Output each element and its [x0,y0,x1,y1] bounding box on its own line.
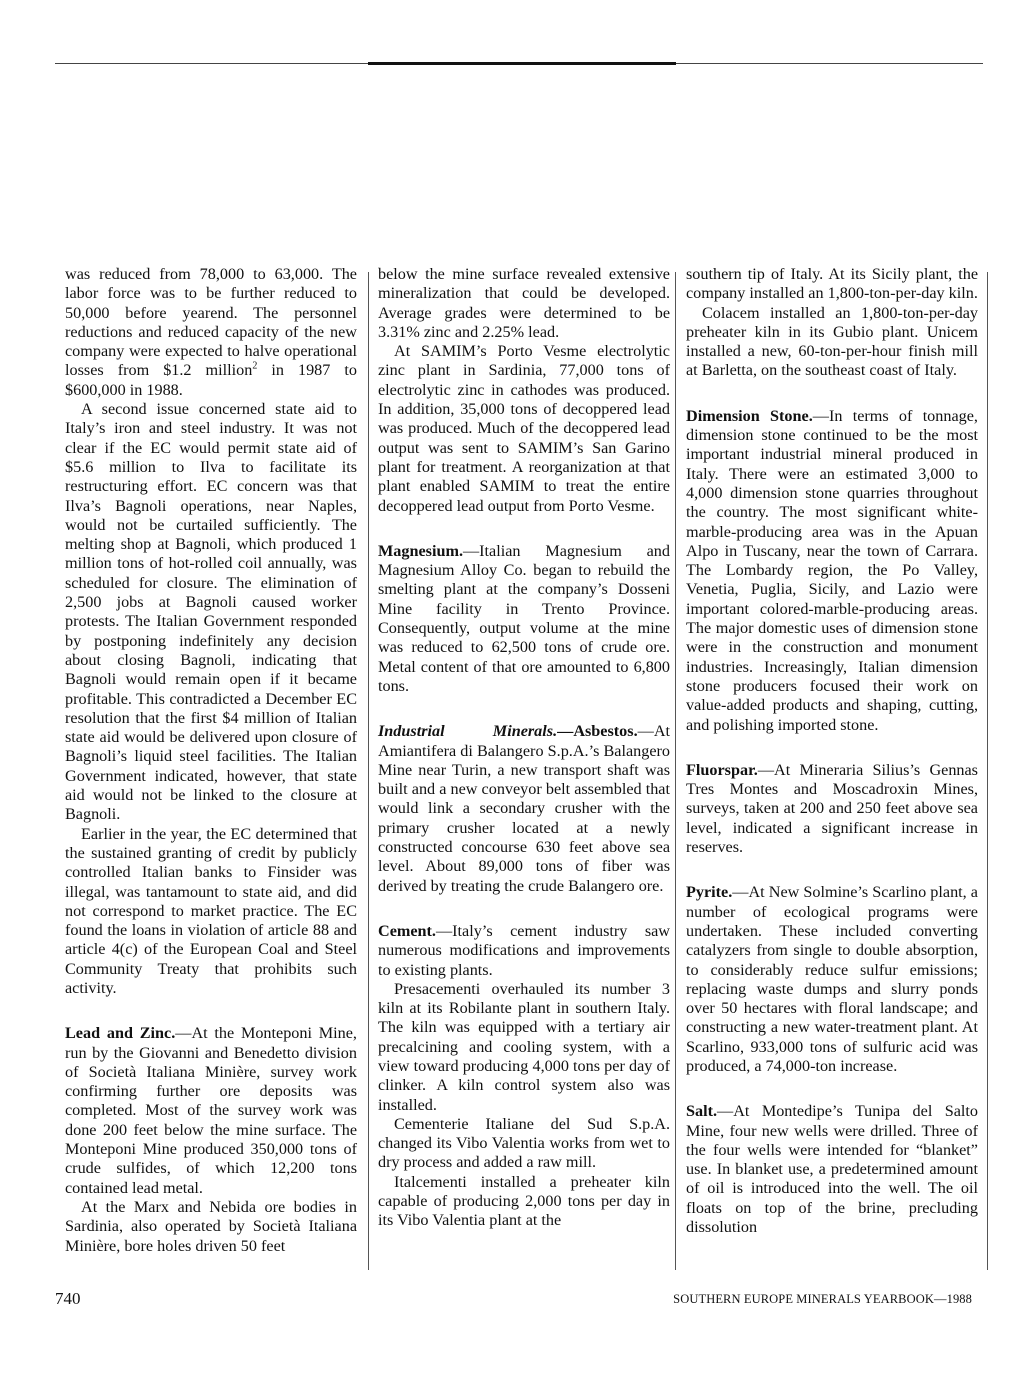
paragraph: Colacem installed an 1,800-ton-per-day preheater kiln in its Gubio plant. Unicem installed a new, 60-ton-per-hour finish mill at Barletta, on the southeast coast of Italy. [686,303,978,380]
column-divider [368,272,369,1270]
footnote-ref: 2 [252,361,258,373]
page-number: 740 [55,1289,81,1308]
column-divider [675,272,676,1270]
paragraph: below the mine surface revealed extensive mineralization that could be developed. Average grades were determined to be 3.31% zinc and 2.25% lead. [378,265,670,341]
top-rule-accent [368,62,676,65]
paragraph: Earlier in the year, the EC determined that the sustained granting of credit by publicly controlled Italian banks to Finsider was illegal, was tantamount to state aid, and did not correspond to market practice. The EC found the loans in violation of article 88 and article 4(c) of the European Coal and Steel Community Treaty that prohibits such activity. [65,824,357,997]
column-1 [65,265,357,1256]
paragraph: Cementerie Italiane del Sud S.p.A. changed its Vibo Valentia works from wet to dry process and added a raw mill. [378,1114,670,1172]
section-heading: Salt. [686,1102,718,1121]
paragraph: was reduced from 78,000 to 63,000. The labor force was to be further reduced to 50,000 before yearend. The personnel reductions and reduced capacity of the new company were expected to halve operational losses from $1.2 million$^2$ in 1987 to $600,000 in 1988. [65,265,357,399]
column-3 [686,265,978,1237]
section-heading: Lead and Zinc. [65,1024,176,1043]
section-cement: Cement.—Italy’s cement industry saw numerous modifications and improvements to existing plants. [378,921,670,979]
paragraph: At SAMIM’s Porto Vesme electrolytic zinc plant in Sardinia, 77,000 tons of electrolytic zinc in cathodes was produced. In addition, 35,000 tons of decoppered lead was produced. Much of the decoppered lead output was sent to SAMIM’s San Garino plant for treatment. A reorganization at that plant enabled SAMIM to treat the entire decoppered lead output from Porto Vesme. [378,342,670,515]
section-dimension-stone: Dimension Stone.—In terms of tonnage, dimension stone continued to be the most important industrial mineral produced in Italy. There were an estimated 3,000 to 4,000 dimension stone quarries throughout the country. The most significant white-marble-producing area was in the Apuan Alpo in Tuscany, near the town of Carrara. The Lombardy region, the Po Valley, Venetia, Puglia, Sicily, and Lazio were important colored-marble-producing areas. The major domestic uses of dimension stone were in the construction and monument industries. Increasingly, Italian dimension stone producers focused their work on value-added products and shaping, cutting, and polishing imported stone. [686,406,978,734]
section-heading: Pyrite. [686,883,733,902]
paragraph: Italcementi installed a preheater kiln capable of producing 2,000 tons per day in its Vibo Valentia plant at the [378,1172,670,1230]
running-footer: SOUTHERN EUROPE MINERALS YEARBOOK—1988 [673,1292,972,1306]
section-fluorspar: Fluorspar.—At Mineraria Silius’s Gennas Tres Montes and Moscadroxin Mines, surveys, taken at 200 and 250 feet above sea level, indicated a significant increase in reserves. [686,760,978,857]
section-heading: Dimension Stone. [686,406,813,425]
section-salt: Salt.—At Montedipe’s Tunipa del Salto Mine, four new wells were drilled. Three of the four wells were intended for “blanket” use. In blanket use, a predetermined amount of oil is introduced into the well. The oil floats on top of the brine, precluding dissolution [686,1102,978,1237]
column-2 [378,265,670,1231]
section-heading: Cement. [378,921,436,940]
section-magnesium: Magnesium.—Italian Magnesium and Magnesium Alloy Co. began to rebuild the smelting plant at the company’s Dosseni Mine facility in Trento Province. Consequently, output volume at the mine was reduced to 62,500 tons of crude ore. Metal content of that ore amounted to 6,800 tons. [378,541,670,695]
section-heading: Industrial Minerals. [378,722,558,741]
section-lead-and-zinc: Lead and Zinc.—At the Monteponi Mine, run by the Giovanni and Benedetto division of Società Italiana Minière, survey work confirming further ore deposits was completed. Most of the survey work was done 200 feet below the mine surface. The Monteponi Mine produced 350,000 tons of crude sulfides, of which 12,200 tons contained lead metal. [65,1024,357,1197]
section-heading: Fluorspar. [686,760,758,779]
paragraph: A second issue concerned state aid to Italy’s iron and steel industry. It was not clear if the EC would permit state aid of $5.6 million to Ilva to facilitate its restructuring effort. EC concern was that Ilva’s Bagnoli operations, near Naples, would not be curtailed sufficiently. The melting shop at Bagnoli, which produced 1 million tons of hot-rolled coil annually, was scheduled for closure. The elimination of 2,500 jobs at Bagnoli caused worker protests. The Italian Government responded by postponing indefinitely any decision about closing Bagnoli, indicating that Bagnoli would remain open if it became profitable. This contradicted a December EC resolution that the first $4 million of Italian state aid would be delivered upon closure of Bagnoli’s liquid steel facilities. The Italian Government indicated, however, that state aid would not be linked to the closure at Bagnoli. [65,400,357,824]
subsection-heading: —Asbestos. [557,722,638,741]
section-heading: Magnesium. [378,541,463,560]
paragraph: southern tip of Italy. At its Sicily plant, the company installed an 1,800-ton-per-day kiln. [686,265,978,303]
section-industrial-minerals: Industrial Minerals.—Asbestos.—At Amiantifera di Balangero S.p.A.’s Balangero Mine near Turin, a new transport shaft was built and a new conveyor belt assembled that would link a secondary crusher with the primary crusher located at a newly constructed concourse 630 feet above sea level. About 89,000 tons of fiber was derived by treating the crude Balangero ore. [378,722,670,895]
column-divider [987,272,988,1270]
paragraph: Presacementi overhauled its number 3 kiln at its Robilante plant in southern Italy. The kiln was equipped with a tertiary air precalcining and cooling system, with a view toward producing 4,000 tons per day of clinker. A kiln control system also was installed. [378,979,670,1114]
paragraph: At the Marx and Nebida ore bodies in Sardinia, also operated by Società Italiana Minière, bore holes driven 50 feet [65,1197,357,1255]
section-pyrite: Pyrite.—At New Solmine’s Scarlino plant, a number of ecological programs were undertaken. These included converting catalyzers from single to double absorption, to considerably reduce sulfur emissions; replacing waste dumps and slurry ponds over 50 hectares with floral landscape; and constructing a new water-treatment plant. At Scarlino, 933,000 tons of sulfuric acid was produced, a 74,000-ton increase. [686,883,978,1075]
